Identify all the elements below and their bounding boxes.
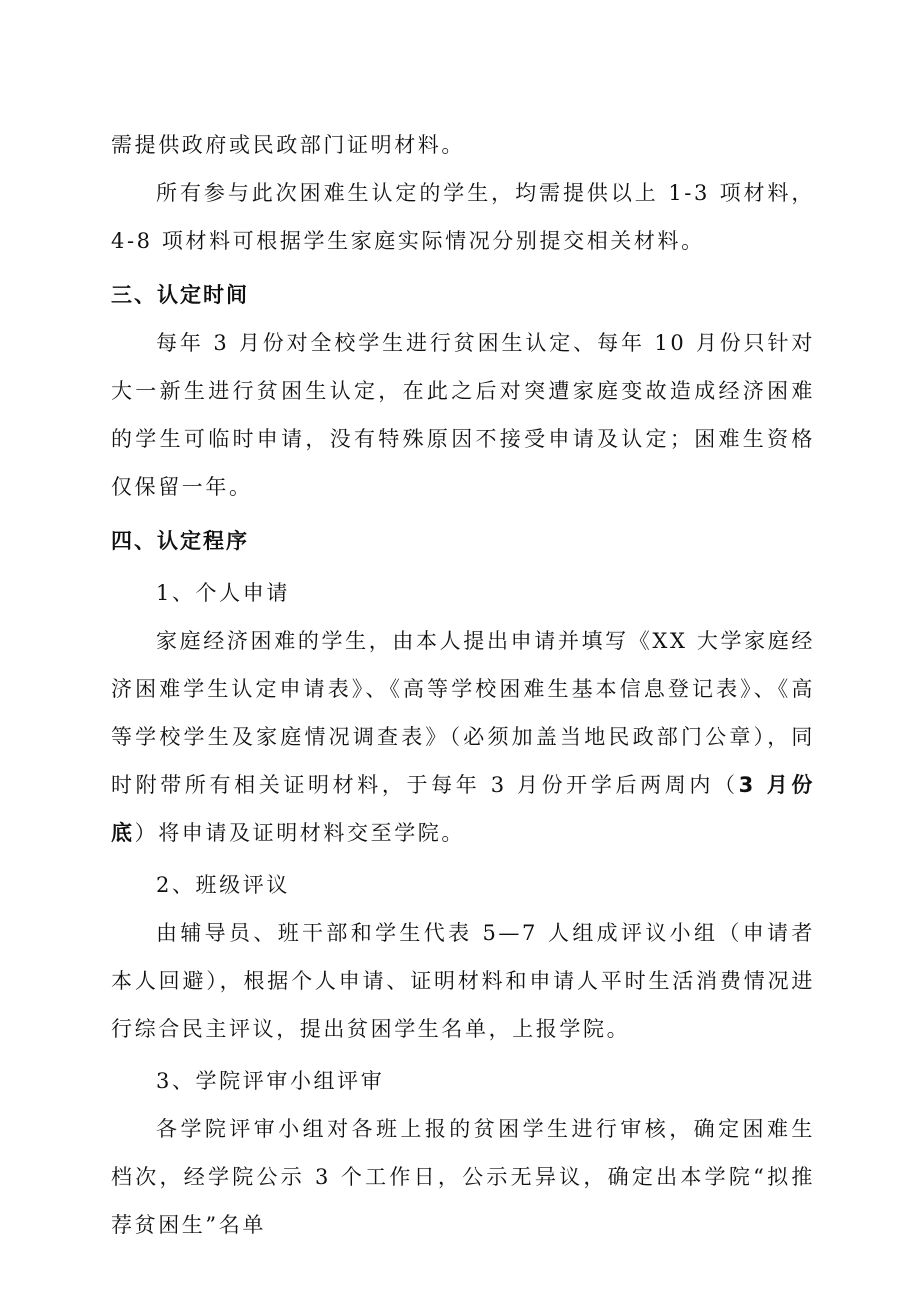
subheading-class-review: 2、班级评议 bbox=[156, 873, 290, 897]
paragraph-college-review: 各学院评审小组对各班上报的贫困学生进行审核，确定困难生档次，经学院公示 3 个工作日，公示无异议，确定出本学院“拟推荐贫困生”名单 bbox=[111, 1117, 815, 1237]
subheading-personal-application: 1、个人申请 bbox=[156, 581, 290, 605]
paragraph-personal-application-part1: 家庭经济困难的学生，由本人提出申请并填写《XX 大学家庭经济困难学生认定申请表》、《高等学校困难生基本信息登记表》、《高等学校学生及家庭情况调查表》（必须加盖当地民政部门公章），同时附带所有相关证明材料，于每年 3 月份开学后两周内（ bbox=[111, 629, 815, 797]
deadline-emphasis: 3 月份底 bbox=[111, 773, 815, 845]
section-heading-time: 三、认定时间 bbox=[111, 283, 249, 307]
subheading-college-review: 3、学院评审小组评审 bbox=[156, 1069, 385, 1093]
paragraph-required-materials: 所有参与此次困难生认定的学生，均需提供以上 1-3 项材料，4-8 项材料可根据学生家庭实际情况分别提交相关材料。 bbox=[111, 181, 815, 253]
paragraph-personal-application-part2: ）将申请及证明材料交至学院。 bbox=[134, 821, 466, 845]
paragraph-time: 每年 3 月份对全校学生进行贫困生认定、每年 10 月份只针对大一新生进行贫困生认定，在此之后对突遭家庭变故造成经济困难的学生可临时申请，没有特殊原因不接受申请及认定；困难生资格仅保留一年。 bbox=[111, 331, 815, 499]
paragraph-proof-materials: 需提供政府或民政部门证明材料。 bbox=[111, 133, 465, 157]
paragraph-personal-application bbox=[111, 617, 815, 857]
section-heading-procedure: 四、认定程序 bbox=[111, 529, 249, 553]
paragraph-class-review: 由辅导员、班干部和学生代表 5—7 人组成评议小组（申请者本人回避），根据个人申请、证明材料和申请人平时生活消费情况进行综合民主评议，提出贫困学生名单，上报学院。 bbox=[111, 921, 815, 1041]
document-body bbox=[111, 121, 815, 1249]
